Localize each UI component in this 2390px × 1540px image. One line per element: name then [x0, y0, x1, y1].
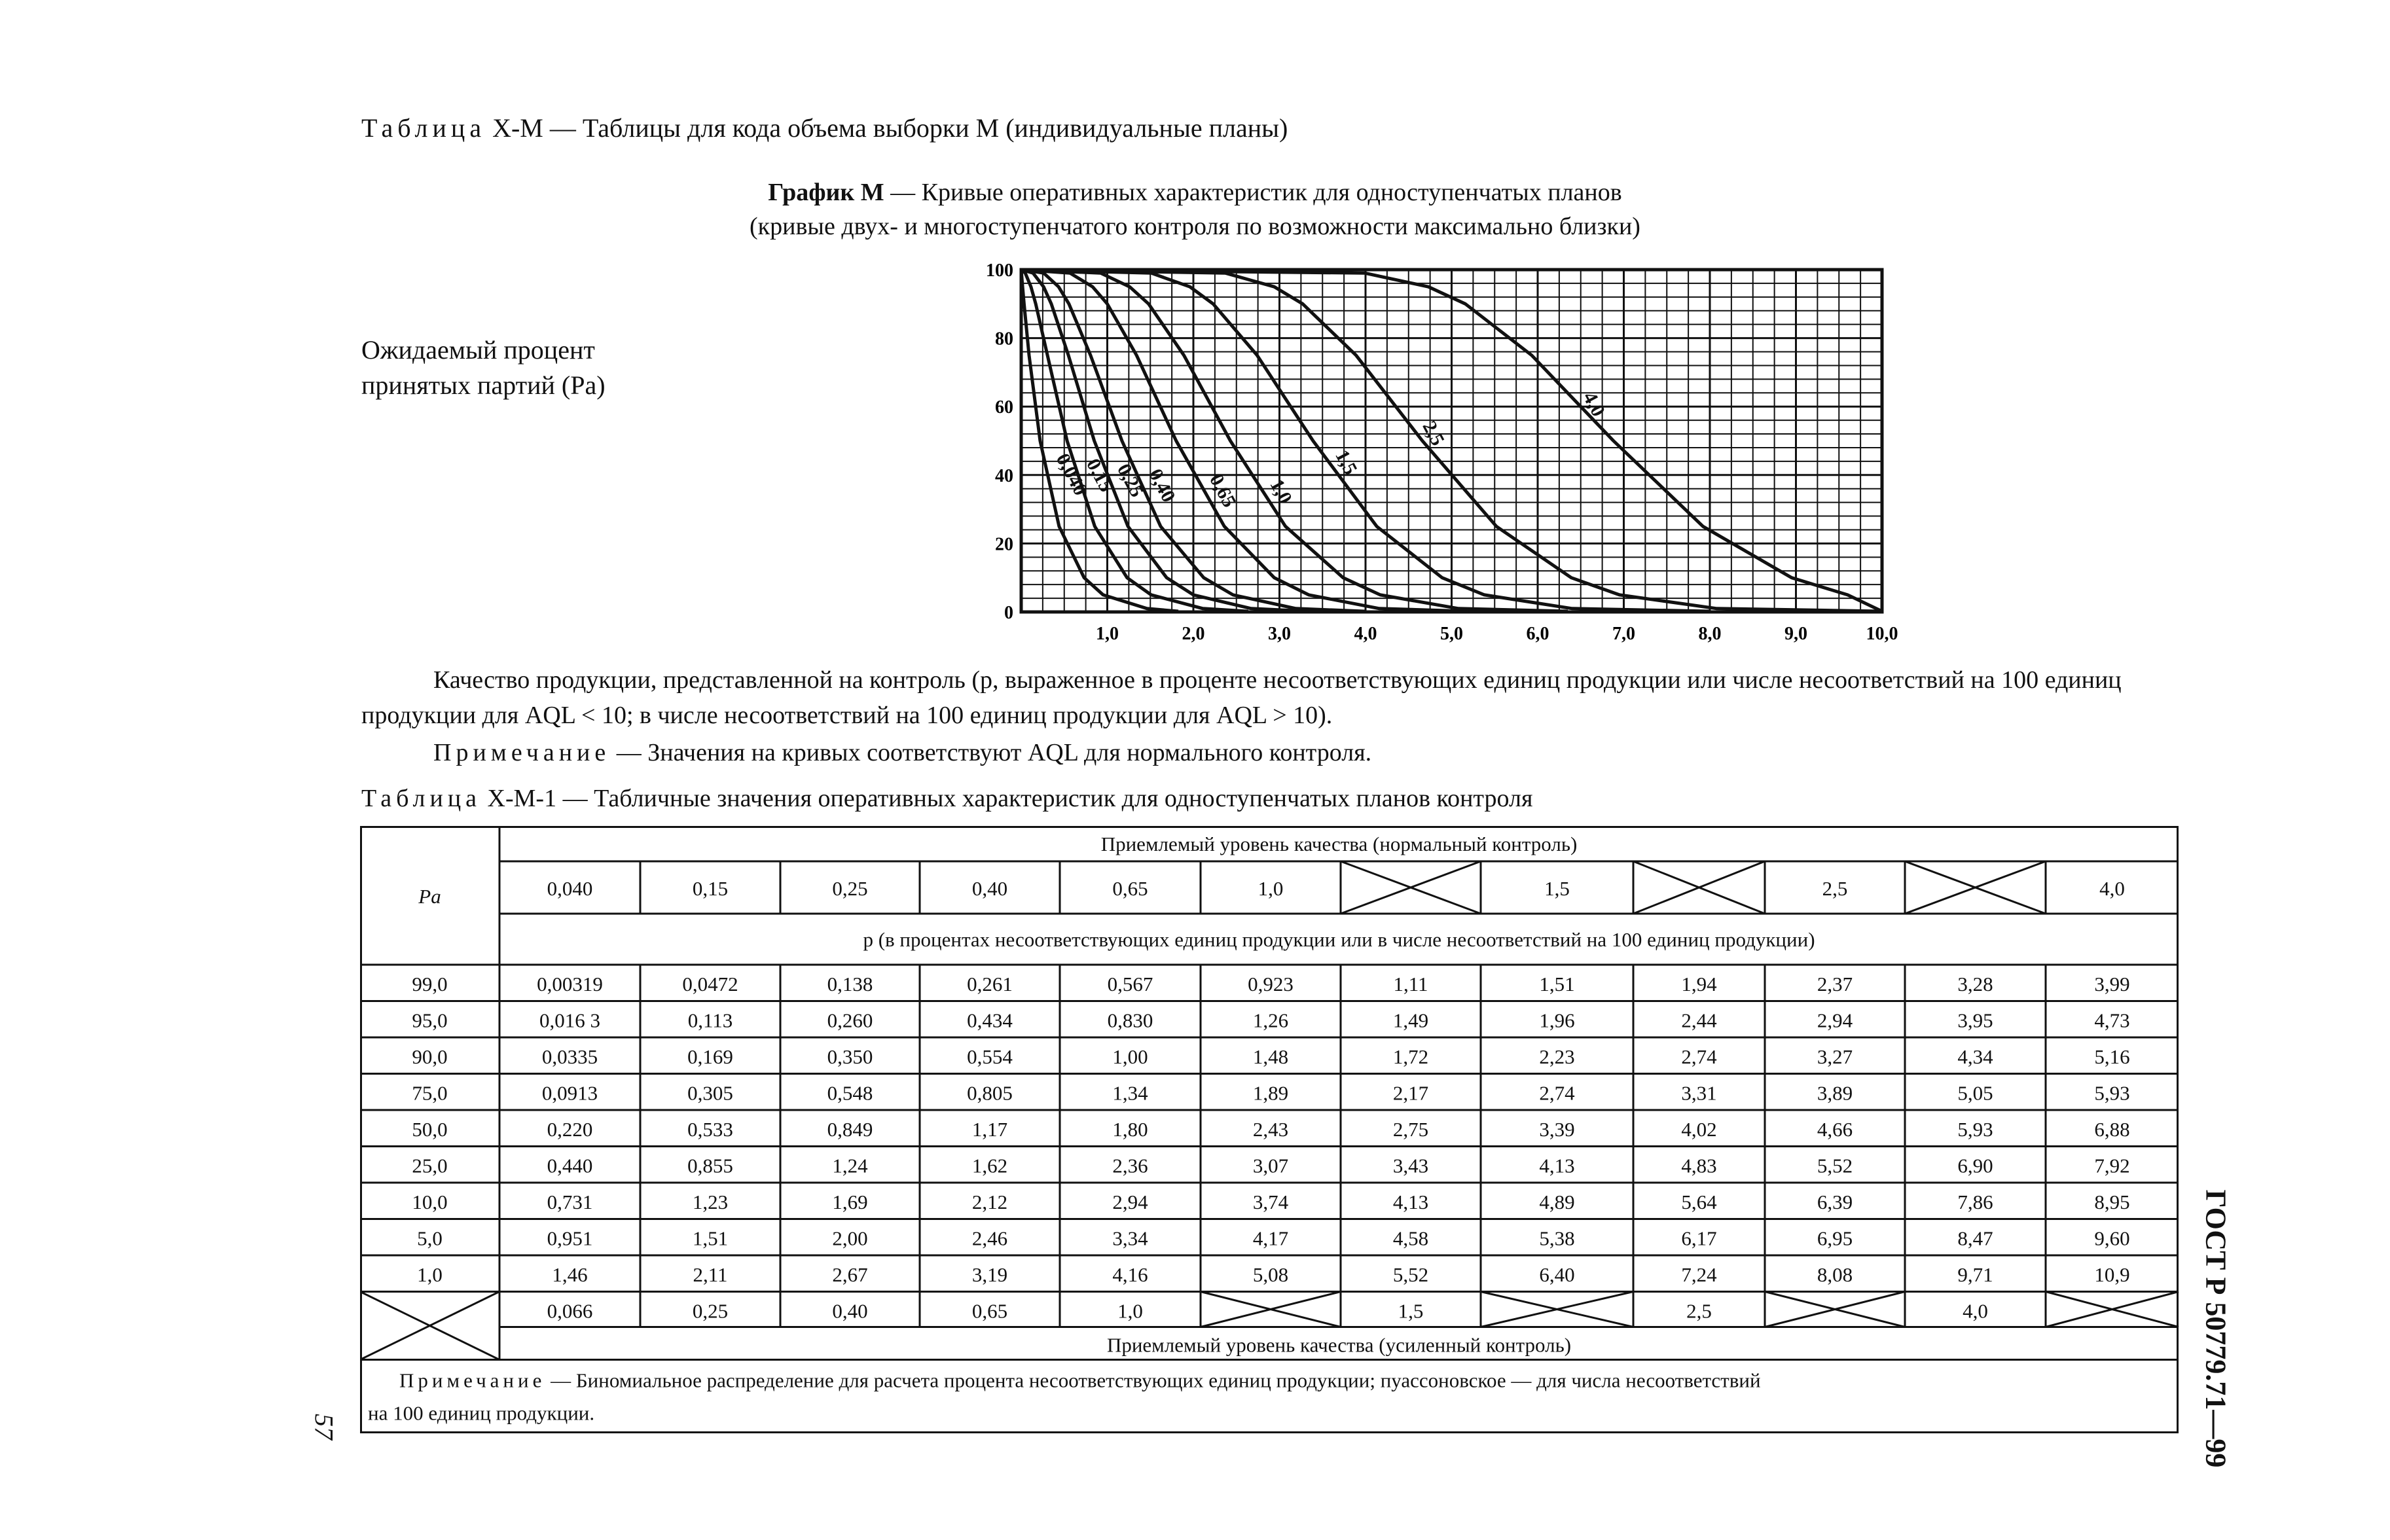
- aql-tightened-cell: 0,65: [971, 1299, 1008, 1323]
- value-cell: 4,83: [1681, 1154, 1717, 1177]
- value-cell: 0,305: [687, 1081, 733, 1105]
- value-cell: 2,74: [1681, 1045, 1717, 1068]
- curve-label: 0,040: [1051, 450, 1092, 499]
- x-tick-label: 1,0: [1096, 624, 1119, 644]
- value-cell: 1,34: [1112, 1081, 1148, 1105]
- table2-title-label: Таблица: [361, 785, 482, 812]
- aql-normal-cell: 2,5: [1822, 877, 1848, 900]
- aql-normal-cell: 0,25: [832, 877, 868, 900]
- curve-label: 2,5: [1418, 417, 1449, 450]
- value-cell: 2,75: [1392, 1118, 1429, 1141]
- aql-normal-cell: 0,15: [692, 877, 729, 900]
- value-cell: 6,17: [1681, 1227, 1717, 1250]
- value-cell: 3,07: [1252, 1154, 1289, 1177]
- value-cell: 5,08: [1252, 1263, 1289, 1286]
- value-cell: 8,47: [1957, 1227, 1993, 1250]
- curve-label: 4,0: [1578, 388, 1610, 420]
- value-cell: 8,08: [1817, 1263, 1853, 1286]
- value-cell: 1,24: [832, 1154, 868, 1177]
- value-cell: 9,60: [2094, 1227, 2130, 1250]
- y-tick-label: 80: [995, 329, 1013, 349]
- value-cell: 1,23: [692, 1191, 729, 1213]
- curve-label: 0,40: [1144, 465, 1180, 506]
- value-cell: 0,220: [547, 1118, 593, 1141]
- value-cell: 3,39: [1539, 1118, 1575, 1141]
- value-cell: 3,89: [1817, 1081, 1853, 1105]
- table-note-text-2: на 100 единиц продукции.: [368, 1401, 595, 1425]
- value-cell: 0,434: [967, 1009, 1013, 1032]
- aql-tightened-cell: 0,066: [547, 1299, 593, 1323]
- aql-tightened-cell: 0,25: [692, 1299, 729, 1323]
- value-cell: 3,74: [1252, 1191, 1289, 1213]
- x-tick-label: 8,0: [1698, 624, 1722, 644]
- pa-cell: 50,0: [412, 1118, 448, 1141]
- value-cell: 1,51: [692, 1227, 729, 1250]
- value-cell: 0,830: [1107, 1009, 1153, 1032]
- table2-title-text: Х-М-1 — Табличные значения оперативных характеристик для одноступенчатых планов контроля: [481, 785, 1533, 812]
- value-cell: 0,138: [827, 973, 873, 995]
- value-cell: 1,96: [1539, 1009, 1575, 1032]
- value-cell: 1,80: [1112, 1118, 1148, 1141]
- value-cell: 0,0913: [541, 1081, 598, 1105]
- value-cell: 5,52: [1392, 1263, 1429, 1286]
- value-cell: 2,23: [1539, 1045, 1575, 1068]
- value-cell: 2,46: [971, 1227, 1008, 1250]
- value-cell: 6,90: [1957, 1154, 1993, 1177]
- value-cell: 8,95: [2094, 1191, 2130, 1213]
- table-title-text: Х-М — Таблицы для кода объема выборки М (индивидуальные планы): [486, 113, 1288, 143]
- curve-label: 0,15: [1081, 455, 1117, 496]
- curve-label: 1,0: [1265, 475, 1297, 508]
- graph-title-line1: — Кривые оперативных характеристик для одноступенчатых планов: [884, 179, 1622, 206]
- value-cell: 2,94: [1817, 1009, 1853, 1032]
- pa-cell: 99,0: [412, 973, 448, 995]
- value-cell: 2,94: [1112, 1191, 1148, 1213]
- value-cell: 0,0472: [682, 973, 738, 995]
- value-cell: 6,39: [1817, 1191, 1853, 1213]
- value-cell: 4,16: [1112, 1263, 1148, 1286]
- x-tick-label: 6,0: [1526, 624, 1549, 644]
- value-cell: 1,51: [1539, 973, 1575, 995]
- graph-title-bold: График М: [768, 179, 884, 206]
- p-header: p (в процентах несоответствующих единиц продукции или в числе несоответствий на 100 единиц продукции): [863, 928, 1815, 951]
- y-axis-label-line2: принятых партий (Pa): [361, 370, 606, 400]
- aql-normal-cell: 0,40: [971, 877, 1008, 900]
- aql-normal-cell: 1,5: [1544, 877, 1570, 900]
- value-cell: 1,94: [1681, 973, 1717, 995]
- note-1-text: — Значения на кривых соответствуют AQL для нормального контроля.: [610, 739, 1372, 766]
- chart-ticks: [986, 262, 1898, 644]
- value-cell: 5,05: [1957, 1081, 1993, 1105]
- value-cell: 1,26: [1252, 1009, 1289, 1032]
- aql-tightened-cell: 2,5: [1686, 1299, 1712, 1323]
- graph-title-line2: (кривые двух- и многоступенчатого контроля по возможности максимально близки): [750, 213, 1640, 240]
- value-cell: 1,62: [971, 1154, 1008, 1177]
- pa-cell: 75,0: [412, 1081, 448, 1105]
- y-tick-label: 40: [995, 465, 1013, 486]
- aql-tightened-cell: 1,0: [1117, 1299, 1143, 1323]
- y-tick-label: 0: [1004, 603, 1013, 623]
- curve-label: 0,25: [1112, 460, 1148, 501]
- aql-tightened-cell: 4,0: [1963, 1299, 1988, 1323]
- value-cell: 2,17: [1392, 1081, 1429, 1105]
- value-cell: 3,19: [971, 1263, 1008, 1286]
- table2-title: [361, 784, 1532, 813]
- table-note: [399, 1369, 1761, 1392]
- x-tick-label: 9,0: [1784, 624, 1807, 644]
- aql-normal-cell: 0,040: [547, 877, 593, 900]
- value-cell: 1,49: [1392, 1009, 1429, 1032]
- oc-chart: [969, 262, 1905, 654]
- value-cell: 0,849: [827, 1118, 873, 1141]
- value-cell: 3,27: [1817, 1045, 1853, 1068]
- value-cell: 0,113: [687, 1009, 733, 1032]
- pa-cell: 1,0: [417, 1263, 443, 1286]
- value-cell: 0,0335: [541, 1045, 598, 1068]
- value-cell: 3,43: [1392, 1154, 1429, 1177]
- table-text: [368, 833, 2130, 1425]
- x-tick-label: 3,0: [1268, 624, 1291, 644]
- value-cell: 10,9: [2094, 1263, 2130, 1286]
- aql-normal-cell: 0,65: [1112, 877, 1148, 900]
- x-tick-label: 7,0: [1612, 624, 1635, 644]
- value-cell: 1,72: [1392, 1045, 1429, 1068]
- value-cell: 0,923: [1248, 973, 1294, 995]
- value-cell: 0,260: [827, 1009, 873, 1032]
- value-cell: 4,13: [1392, 1191, 1429, 1213]
- value-cell: 4,02: [1681, 1118, 1717, 1141]
- value-cell: 4,58: [1392, 1227, 1429, 1250]
- value-cell: 7,92: [2094, 1154, 2130, 1177]
- value-cell: 2,36: [1112, 1154, 1148, 1177]
- table-note-label: Примечание: [399, 1369, 546, 1392]
- pa-cell: 25,0: [412, 1154, 448, 1177]
- pa-cell: 10,0: [412, 1191, 448, 1213]
- value-cell: 3,34: [1112, 1227, 1148, 1250]
- pa-cell: 5,0: [417, 1227, 443, 1250]
- quality-text: Качество продукции, представленной на контроль (p, выраженное в проценте несоответствующих единиц продукции или числе несоответствий на 100 единиц продукции для AQL < 10; в числе несоответствий на 100 единиц продукции для AQL > 10).: [361, 666, 2122, 729]
- value-cell: 0,016 3: [539, 1009, 600, 1032]
- value-cell: 1,46: [552, 1263, 588, 1286]
- value-cell: 4,89: [1539, 1191, 1575, 1213]
- value-cell: 0,169: [687, 1045, 733, 1068]
- y-axis-label-line1: Ожидаемый процент: [361, 335, 595, 365]
- value-cell: 2,11: [693, 1263, 728, 1286]
- graph-title: [0, 175, 2390, 243]
- value-cell: 1,89: [1252, 1081, 1289, 1105]
- value-cell: 0,951: [547, 1227, 593, 1250]
- value-cell: 0,731: [547, 1191, 593, 1213]
- value-cell: 5,93: [2094, 1081, 2130, 1105]
- y-tick-label: 60: [995, 397, 1013, 418]
- chart-grid: [1021, 270, 1882, 612]
- page-number-text: 57: [309, 1414, 339, 1440]
- normal-aql-header: Приемлемый уровень качества (нормальный контроль): [1100, 833, 1578, 855]
- table-title-label: Таблица: [361, 113, 486, 143]
- value-cell: 3,28: [1957, 973, 1993, 995]
- curve-label: 1,5: [1331, 446, 1362, 478]
- value-cell: 0,567: [1107, 973, 1153, 995]
- table-title: [361, 113, 1288, 143]
- value-cell: 6,40: [1539, 1263, 1575, 1286]
- value-cell: 5,52: [1817, 1154, 1853, 1177]
- value-cell: 2,67: [832, 1263, 868, 1286]
- x-tick-label: 4,0: [1354, 624, 1377, 644]
- value-cell: 0,533: [687, 1118, 733, 1141]
- value-cell: 7,24: [1681, 1263, 1717, 1286]
- value-cell: 1,11: [1393, 973, 1428, 995]
- value-cell: 0,440: [547, 1154, 593, 1177]
- curve-aql-0-65: [1021, 270, 1469, 611]
- value-cell: 4,73: [2094, 1009, 2130, 1032]
- table-note-text-1: — Биномиальное распределение для расчета процента несоответствующих единиц продукции; пуассоновское — для числа несоответствий: [545, 1369, 1761, 1392]
- curve-label: 0,65: [1204, 470, 1240, 511]
- y-tick-label: 20: [995, 534, 1013, 555]
- aql-normal-cell: 1,0: [1258, 877, 1284, 900]
- value-cell: 1,17: [971, 1118, 1008, 1141]
- value-cell: 2,74: [1539, 1081, 1575, 1105]
- pa-cell: 95,0: [412, 1009, 448, 1032]
- value-cell: 5,64: [1681, 1191, 1717, 1213]
- value-cell: 1,69: [832, 1191, 868, 1213]
- value-cell: 0,261: [967, 973, 1013, 995]
- value-cell: 4,66: [1817, 1118, 1853, 1141]
- value-cell: 7,86: [1957, 1191, 1993, 1213]
- aql-tightened-cell: 1,5: [1398, 1299, 1424, 1323]
- value-cell: 1,48: [1252, 1045, 1289, 1068]
- value-cell: 5,38: [1539, 1227, 1575, 1250]
- aql-normal-cell: 4,0: [2099, 877, 2125, 900]
- value-cell: 0,350: [827, 1045, 873, 1068]
- value-cell: 9,71: [1957, 1263, 1993, 1286]
- value-cell: 2,37: [1817, 973, 1853, 995]
- value-cell: 4,13: [1539, 1154, 1575, 1177]
- pa-header: Pa: [418, 885, 441, 908]
- value-cell: 3,31: [1681, 1081, 1717, 1105]
- x-tick-label: 2,0: [1182, 624, 1205, 644]
- x-tick-label: 10,0: [1866, 624, 1898, 644]
- aql-tightened-cell: 0,40: [832, 1299, 868, 1323]
- value-cell: 0,805: [967, 1081, 1013, 1105]
- document-code: [2190, 1152, 2242, 1505]
- tightened-aql-header: Приемлемый уровень качества (усиленный контроль): [1106, 1333, 1572, 1357]
- value-cell: 4,34: [1957, 1045, 1993, 1068]
- x-tick-label: 5,0: [1440, 624, 1463, 644]
- note-1-label: Примечание: [433, 739, 611, 766]
- value-cell: 3,95: [1957, 1009, 1993, 1032]
- page-number: [304, 1407, 344, 1446]
- note-1: [433, 738, 1371, 767]
- value-cell: 0,00319: [537, 973, 603, 995]
- value-cell: 5,93: [1957, 1118, 1993, 1141]
- value-cell: 0,855: [687, 1154, 733, 1177]
- value-cell: 1,00: [1112, 1045, 1148, 1068]
- value-cell: 2,43: [1252, 1118, 1289, 1141]
- document-code-text: ГОСТ Р 50779.71—99: [2200, 1189, 2232, 1468]
- value-cell: 0,548: [827, 1081, 873, 1105]
- value-cell: 2,00: [832, 1227, 868, 1250]
- y-tick-label: 100: [986, 262, 1013, 281]
- value-cell: 2,44: [1681, 1009, 1717, 1032]
- value-cell: 0,554: [967, 1045, 1013, 1068]
- value-cell: 3,99: [2094, 973, 2130, 995]
- y-axis-label: [361, 332, 606, 403]
- oc-table: [360, 826, 2180, 1435]
- value-cell: 5,16: [2094, 1045, 2130, 1068]
- value-cell: 4,17: [1252, 1227, 1289, 1250]
- value-cell: 6,88: [2094, 1118, 2130, 1141]
- value-cell: 6,95: [1817, 1227, 1853, 1250]
- value-cell: 2,12: [971, 1191, 1008, 1213]
- pa-cell: 90,0: [412, 1045, 448, 1068]
